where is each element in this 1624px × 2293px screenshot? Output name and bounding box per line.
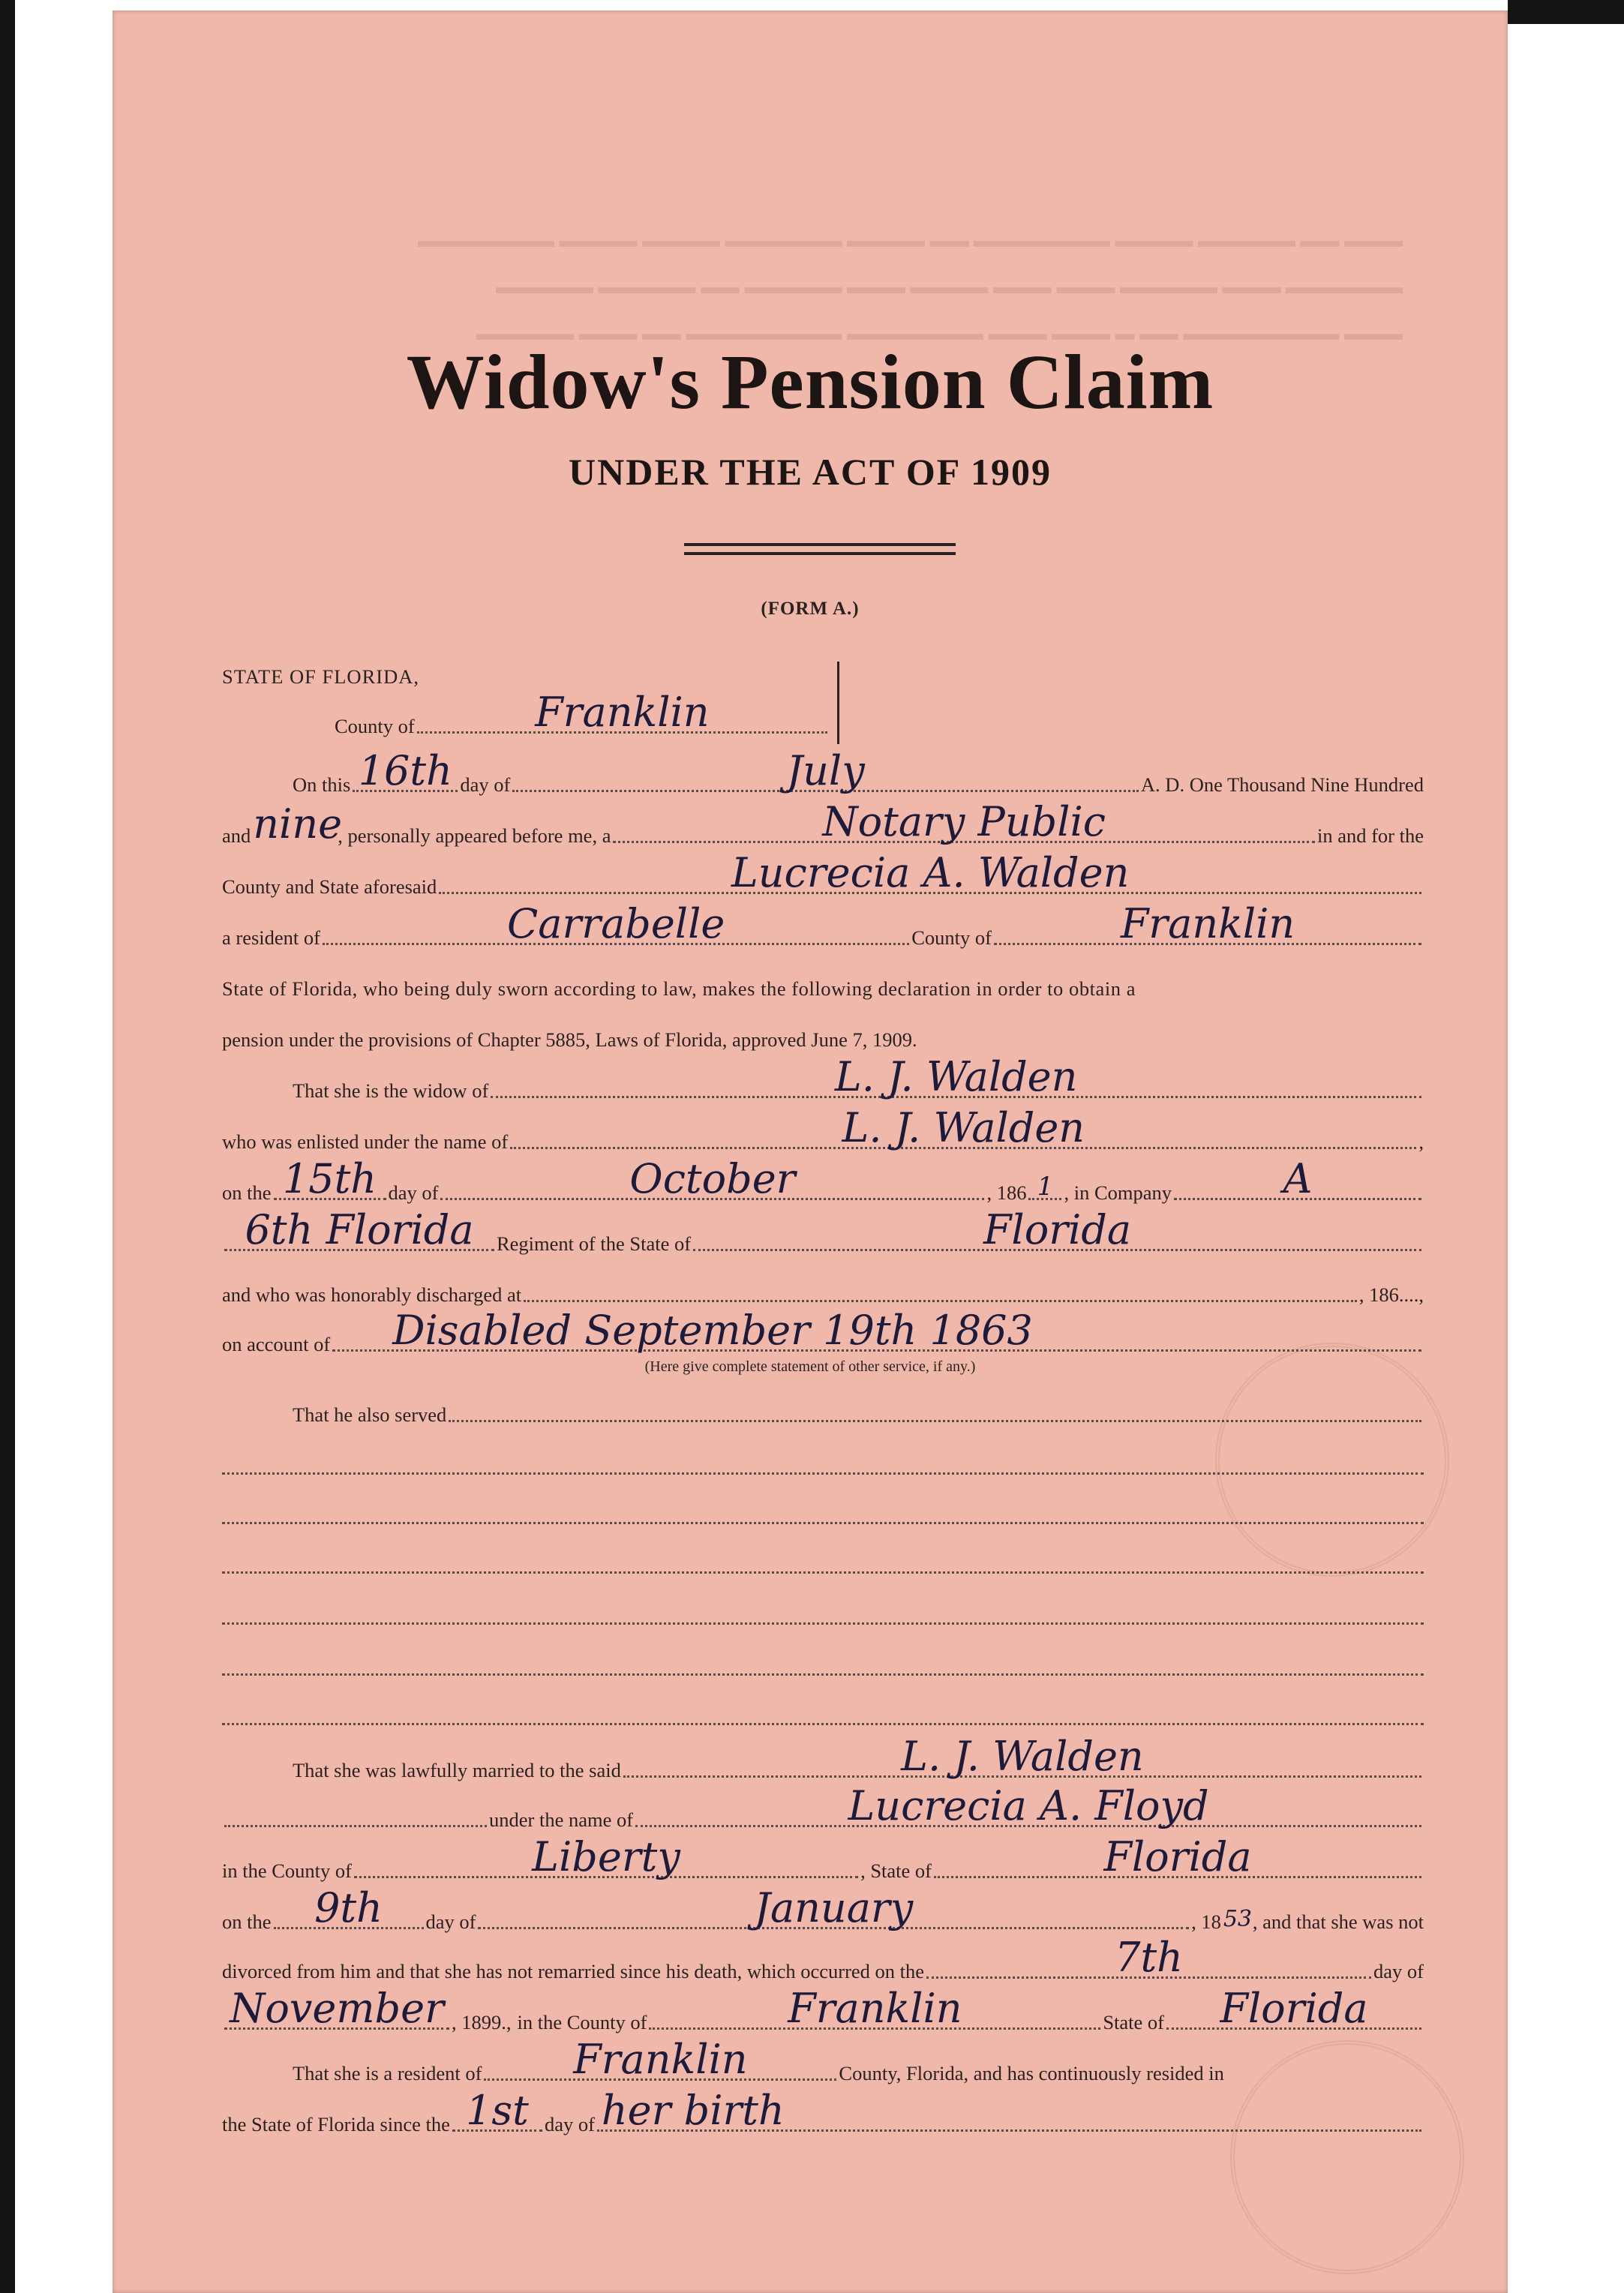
- state-label: STATE OF FLORIDA,: [222, 665, 419, 688]
- company-label: , in Company: [1064, 1181, 1172, 1204]
- blank-service-line[interactable]: [222, 1671, 1424, 1676]
- widow-line: [293, 1053, 1424, 1104]
- enlist-year-prefix: , 186: [986, 1181, 1027, 1204]
- scan-border-left: [0, 0, 15, 2293]
- declaration-line-1: [222, 972, 1424, 1002]
- resident-line: [293, 2036, 1424, 2087]
- account-field[interactable]: [332, 1307, 1421, 1354]
- since-day-value: 1st: [466, 2087, 529, 2134]
- enlist-day-field[interactable]: [274, 1155, 386, 1202]
- officer-value: Notary Public: [822, 798, 1106, 845]
- claimant-line: [222, 849, 1424, 900]
- officer-field[interactable]: [613, 798, 1315, 845]
- discharge-line: [222, 1278, 1424, 1308]
- resided-text: County, Florida, and has continuously resided in: [839, 2062, 1224, 2084]
- regiment-field[interactable]: [224, 1206, 494, 1253]
- residence-line: [222, 900, 1424, 951]
- service-note: (Here give complete statement of other service, if any.): [644, 1358, 976, 1375]
- married-county-value: Liberty: [532, 1833, 680, 1880]
- residence-value: Carrabelle: [506, 900, 725, 947]
- resident-label: That she is a resident of: [293, 2062, 482, 2084]
- death-day-field[interactable]: [926, 1934, 1371, 1981]
- married-month-value: January: [754, 1884, 914, 1931]
- and-label: and: [222, 824, 251, 847]
- claimant-name: Lucrecia A. Walden: [731, 849, 1130, 896]
- married-county-field[interactable]: [354, 1833, 858, 1880]
- declaration-text-1: State of Florida, who being duly sworn according to law, makes the following declaration in order to obtain a: [222, 977, 1136, 1000]
- widow-of-label: That she is the widow of: [293, 1079, 489, 1102]
- residence-county-value: Franklin: [1120, 900, 1295, 947]
- appeared-label: , personally appeared before me, a: [338, 824, 611, 847]
- on-this-label: On this: [293, 773, 351, 796]
- death-county-value: Franklin: [788, 1985, 962, 2032]
- in-and-for-label: in and for the: [1316, 824, 1424, 847]
- document-title: Widow's Pension Claim: [406, 339, 1214, 425]
- company-field[interactable]: [1174, 1155, 1421, 1202]
- regiment-state-field[interactable]: [693, 1206, 1421, 1253]
- married-year-field[interactable]: [1223, 1906, 1253, 1932]
- blank-service-line[interactable]: [222, 1520, 1424, 1524]
- since-day-field[interactable]: [452, 2087, 542, 2134]
- county-label: County of: [335, 715, 415, 737]
- married-to-value: L. J. Walden: [901, 1733, 1144, 1780]
- enlisted-name-value: L. J. Walden: [842, 1104, 1085, 1151]
- husband-field[interactable]: [491, 1053, 1421, 1100]
- date-line: [293, 747, 1424, 798]
- also-served-field[interactable]: [449, 1418, 1421, 1422]
- residence-county-field[interactable]: [994, 900, 1421, 947]
- married-year-prefix: , 18: [1191, 1910, 1221, 1933]
- blank-service-line[interactable]: [222, 1721, 1424, 1725]
- marriage-place-line: [222, 1833, 1424, 1884]
- death-state-label: State of: [1103, 2011, 1164, 2033]
- company-value: A: [1283, 1155, 1313, 1202]
- enlist-day-value: 15th: [282, 1155, 377, 1202]
- divorced-text: divorced from him and that she has not remarried since his death, which occurred on the: [222, 1960, 925, 1982]
- account-line: [222, 1307, 1424, 1358]
- county-value: Franklin: [535, 689, 710, 736]
- enlist-year-value: 1: [1037, 1172, 1054, 1202]
- married-day-field[interactable]: [274, 1884, 424, 1931]
- title-rule: [684, 543, 956, 546]
- since-label: the State of Florida since the: [222, 2113, 450, 2135]
- account-value: Disabled September 19th 1863: [392, 1307, 1033, 1354]
- married-year-value: 53: [1223, 1906, 1253, 1932]
- death-state-value: Florida: [1220, 1985, 1368, 2032]
- also-served-line: [293, 1398, 1424, 1428]
- residence-field[interactable]: [323, 900, 909, 947]
- regiment-value: 6th Florida: [245, 1206, 474, 1253]
- maiden-line: [222, 1782, 1424, 1833]
- maiden-label: under the name of: [489, 1808, 634, 1831]
- aforesaid-label: County and State aforesaid: [222, 875, 437, 898]
- discharged-label: and who was honorably discharged at: [222, 1283, 522, 1306]
- regiment-line: [222, 1206, 1424, 1257]
- married-state-label: , State of: [860, 1859, 932, 1882]
- married-month-field[interactable]: [478, 1884, 1189, 1931]
- death-year-label: , 1899.,: [452, 2011, 512, 2033]
- year-word-value: nine: [253, 800, 343, 848]
- divorce-line: [222, 1934, 1424, 1985]
- also-served-label: That he also served: [293, 1403, 447, 1426]
- since-value-field[interactable]: [597, 2087, 1421, 2134]
- married-line: [293, 1733, 1424, 1784]
- year-word-field[interactable]: [253, 800, 343, 848]
- married-day-of-label: day of: [425, 1910, 476, 1933]
- month-value: July: [786, 747, 865, 794]
- enlisted-line: who was enlisted under the name of L. J. Walden ,: [222, 1125, 1424, 1155]
- enlist-day-of-label: day of: [388, 1181, 439, 1204]
- married-on-the-label: on the: [222, 1910, 272, 1933]
- enlist-month-field[interactable]: [440, 1155, 984, 1202]
- death-county-label: in the County of: [517, 2011, 647, 2033]
- day-of-label: day of: [460, 773, 511, 796]
- death-state-field[interactable]: [1166, 1985, 1421, 2032]
- death-county-field[interactable]: [649, 1985, 1100, 2032]
- resident-county-field[interactable]: [484, 2036, 836, 2083]
- month-field[interactable]: [512, 747, 1139, 794]
- maiden-prefix-field: [224, 1823, 487, 1827]
- married-state-field[interactable]: [934, 1833, 1421, 1880]
- husband-name: L. J. Walden: [834, 1053, 1078, 1100]
- death-day-value: 7th: [1115, 1934, 1183, 1981]
- since-line: [222, 2087, 1424, 2138]
- on-the-label: on the: [222, 1181, 272, 1204]
- since-day-of-label: day of: [544, 2113, 595, 2135]
- ad-label: A. D. One Thousand Nine Hundred: [1140, 773, 1424, 796]
- marriage-date-line: [222, 1884, 1424, 1935]
- blank-service-line[interactable]: [222, 1620, 1424, 1625]
- form-label: (FORM A.): [761, 599, 860, 619]
- scan-border-top: [1508, 0, 1624, 24]
- embossed-seal: [1215, 1343, 1449, 1577]
- blank-service-line[interactable]: [222, 1470, 1424, 1475]
- regiment-label: Regiment of the State of: [497, 1232, 692, 1255]
- account-label: on account of: [222, 1333, 331, 1355]
- claimant-field[interactable]: [439, 849, 1421, 896]
- married-state-value: Florida: [1103, 1833, 1252, 1880]
- enlist-date-line: [222, 1155, 1424, 1206]
- married-label: That she was lawfully married to the said: [293, 1759, 621, 1781]
- discharge-place-field[interactable]: [524, 1298, 1357, 1302]
- day-field[interactable]: [353, 747, 458, 794]
- resident-county-value: Franklin: [573, 2036, 748, 2083]
- enlist-year-field[interactable]: [1028, 1172, 1061, 1202]
- discharge-year-label: , 186....,: [1358, 1283, 1424, 1306]
- maiden-name-field[interactable]: [635, 1782, 1421, 1829]
- enlisted-label: who was enlisted under the name of: [222, 1130, 509, 1153]
- day-value: 16th: [358, 747, 452, 794]
- county-line: [335, 689, 830, 740]
- death-day-of-label: day of: [1373, 1960, 1424, 1982]
- married-to-field[interactable]: [623, 1733, 1421, 1780]
- resident-of-label: a resident of: [222, 926, 320, 949]
- title-rule: [684, 552, 956, 555]
- regiment-state-value: Florida: [983, 1206, 1132, 1253]
- brace: [827, 662, 839, 744]
- county-of-label: County of: [911, 926, 992, 949]
- since-value: her birth: [601, 2087, 785, 2134]
- enlist-month-value: October: [629, 1155, 796, 1202]
- county-field[interactable]: [417, 689, 827, 736]
- death-month-field[interactable]: [224, 1985, 449, 2032]
- declaration-line-2: [222, 1023, 1424, 1053]
- document-subtitle: UNDER THE ACT OF 1909: [569, 451, 1052, 493]
- death-month-value: November: [230, 1985, 444, 2032]
- bleed-through-text: ▬▬▬ ▬▬ ▬▬▬▬▬ ▬▬▬▬ ▬▬▬▬▬▬▬ ▬▬ ▬▬▬▬ ▬▬▬▬▬▬ ▬▬▬▬ ▬▬▬▬ ▬▬▬▬▬▬▬ ▬▬▬▬▬▬ ▬▬▬ ▬▬▬▬▬ ▬▬▬ ▬▬▬ ▬▬▬▬ ▬▬▬ ▬▬▬▬▬ ▬▬ ▬▬▬▬▬ ▬▬▬▬▬ ▬▬▬ ▬▬▬▬▬▬▬▬ ▬▬ ▬ ▬▬▬ ▬▬▬ ▬▬▬▬▬▬▬ ▬▬▬▬▬▬▬▬ ▬▬ ▬▬▬ ▬▬▬▬▬: [418, 230, 1403, 344]
- appeared-line: [222, 798, 1424, 849]
- not-divorced-label: , and that she was not: [1252, 1910, 1424, 1933]
- married-day-value: 9th: [314, 1884, 383, 1931]
- death-line: [222, 1985, 1424, 2036]
- maiden-name-value: Lucrecia A. Floyd: [848, 1782, 1209, 1829]
- declaration-text-2: pension under the provisions of Chapter 5885, Laws of Florida, approved June 7, 1909.: [222, 1028, 917, 1051]
- state-line: [222, 660, 1424, 690]
- in-county-label: in the County of: [222, 1859, 352, 1882]
- blank-service-line[interactable]: [222, 1569, 1424, 1574]
